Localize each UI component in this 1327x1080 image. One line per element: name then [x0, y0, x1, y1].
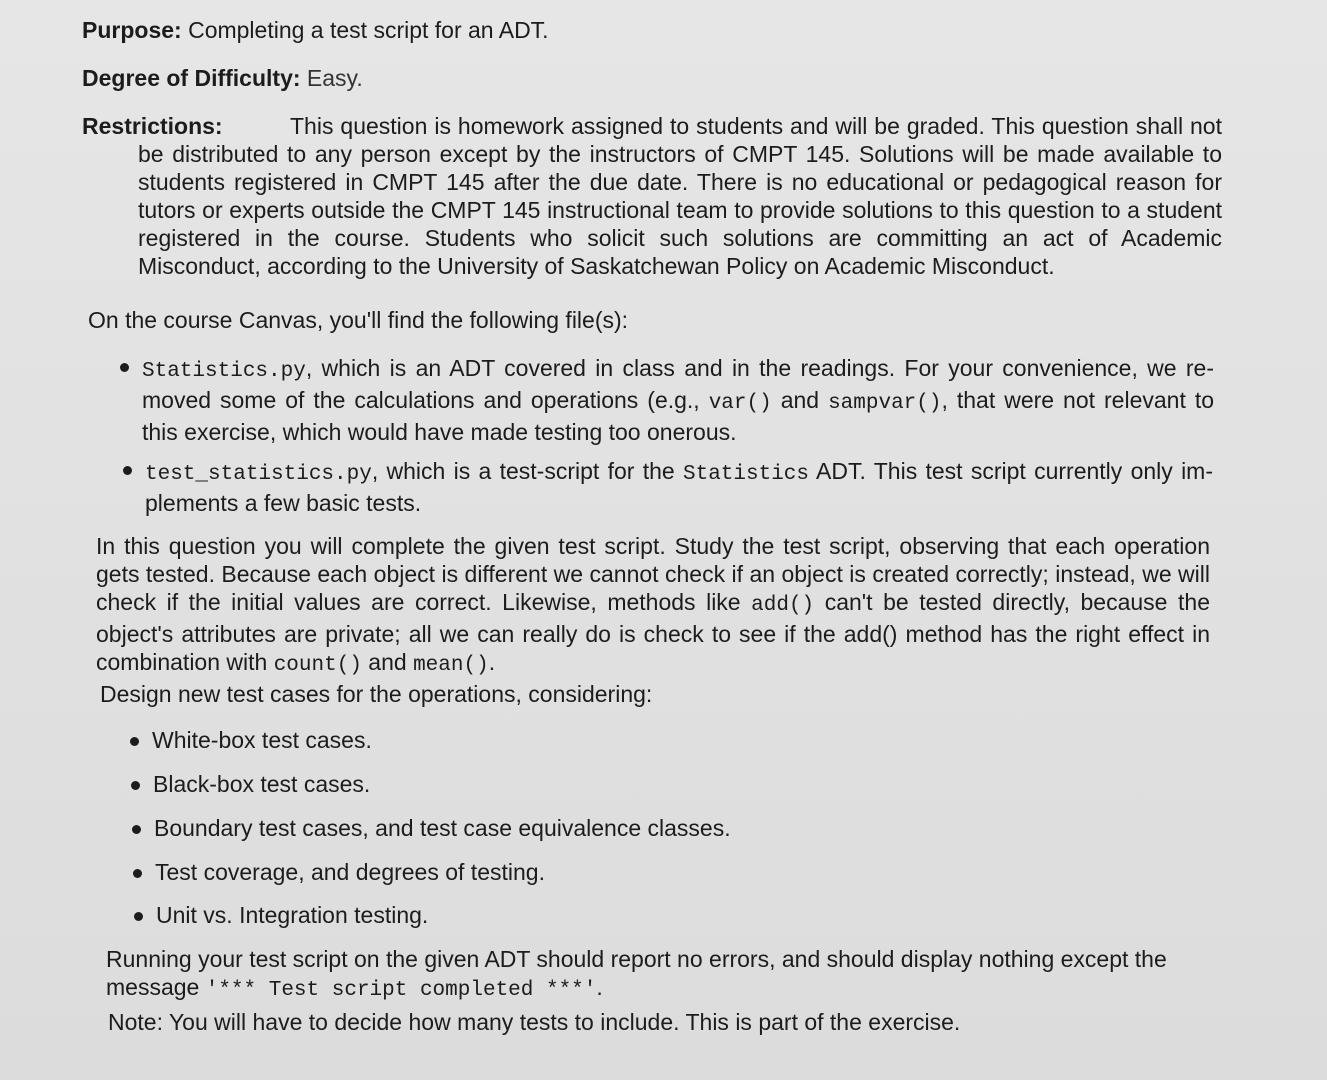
- running-text-b: .: [596, 974, 603, 1000]
- bullet-icon: [134, 912, 143, 921]
- consideration-item: Black-box test cases.: [153, 771, 371, 797]
- file-desc-c: , that were not relevant to this exercise, which would have made testing too onerous.: [142, 387, 1214, 445]
- running-paragraph: [106, 945, 1206, 1005]
- bullet-icon: [132, 825, 141, 834]
- consideration-item: White-box test cases.: [152, 727, 372, 753]
- difficulty-label: Degree of Difficulty:: [82, 65, 301, 91]
- bullet-icon: [131, 781, 140, 790]
- restrictions-paragraph: [82, 112, 1222, 280]
- restrictions-label: Restrictions:: [82, 113, 223, 139]
- code-adt: Statistics: [682, 463, 810, 486]
- file-desc-a: , which is a test-script for the: [371, 458, 683, 484]
- file-item-test-statistics: [145, 457, 1213, 517]
- purpose-line: [82, 16, 549, 44]
- design-intro: Design new test cases for the operations, considering:: [100, 681, 653, 707]
- consideration-item: Boundary test cases, and test case equivalence classes.: [154, 815, 731, 841]
- running-text-a: Running your test script on the given ADT should report no errors, and should display nothing except the message: [106, 946, 1167, 1000]
- purpose-label: Purpose:: [82, 17, 182, 43]
- consideration-item: Unit vs. Integration testing.: [156, 902, 429, 928]
- question-text-d: .: [488, 649, 496, 675]
- files-intro: On the course Canvas, you'll find the following file(s):: [88, 307, 629, 333]
- file-desc-b: ADT. This test script currently only im-plements a few basic tests.: [145, 458, 1213, 516]
- file-desc-b: and: [771, 387, 829, 413]
- note-line: Note: You will have to decide how many tests to include. This is part of the exercise.: [108, 1009, 961, 1035]
- code-sampvar: sampvar(): [828, 392, 942, 415]
- difficulty-text: Easy.: [306, 65, 363, 91]
- consideration-item: Test coverage, and degrees of testing.: [155, 859, 545, 885]
- code-var: var(): [708, 392, 772, 415]
- file-name: Statistics.py: [142, 360, 306, 383]
- question-text-a: In this question you will complete the given test script. Study the test script, observing that each operation gets tested. Because each object is different we cannot check if an object is created correctly; instead, we will check if the initial values are correct. Likewise, methods like: [96, 533, 1210, 615]
- bullet-icon: [133, 869, 142, 878]
- bullet-icon: [120, 363, 129, 372]
- question-text-b: can't be tested directly, because the object's attributes are private; all we can really do is check to see if the add() method has the right effect in combination with: [96, 589, 1210, 675]
- purpose-text: Completing a test script for an ADT.: [188, 17, 549, 43]
- code-add: add(): [751, 594, 815, 617]
- difficulty-line: [82, 64, 363, 92]
- file-item-statistics: [142, 354, 1214, 446]
- code-count: count(): [273, 654, 362, 677]
- file-name: test_statistics.py: [145, 463, 372, 486]
- code-message: '*** Test script completed ***': [205, 979, 597, 1002]
- code-mean: mean(): [413, 654, 489, 677]
- bullet-icon: [130, 737, 139, 746]
- bullet-icon: [123, 466, 132, 475]
- file-desc-a: , which is an ADT covered in class and in the readings. For your convenience, we re-moved some of the calculations and operations (e.g.,: [142, 355, 1214, 413]
- restrictions-text: This question is homework assigned to students and will be graded. This question shall not be distributed to any person except by the instructors of CMPT 145. Solutions will be made available to students registered in CMPT 145 after the due date. There is no educational or pedagogical reason for tutors or experts outside the CMPT 145 instructional team to provide solutions to this question to a student registered in the course. Students who solicit such solutions are committing an act of Academic Misconduct, according to the University of Saskatchewan Policy on Academic Misconduct.: [138, 113, 1222, 279]
- question-text-c: and: [361, 649, 414, 675]
- question-paragraph: [96, 532, 1210, 680]
